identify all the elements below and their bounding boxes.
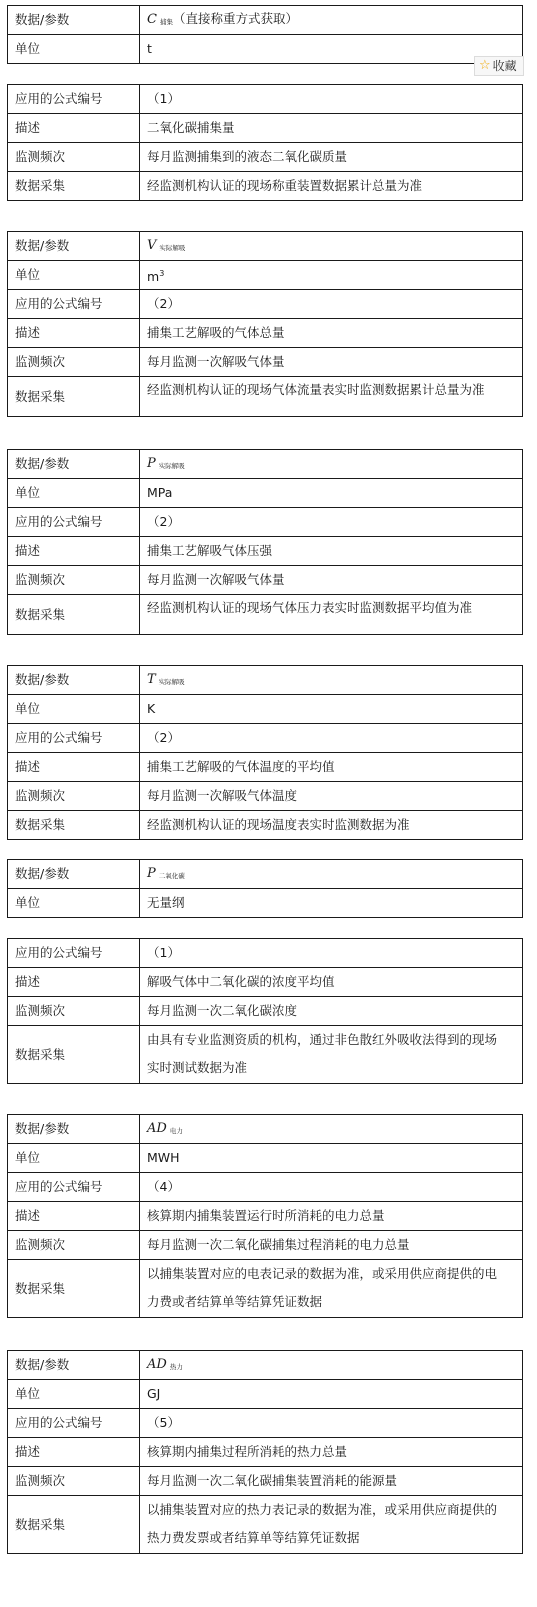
table-row: [8, 479, 523, 508]
row-label: 监测频次: [8, 1467, 140, 1496]
param-table-t-desorb: [7, 665, 523, 840]
table-row: [8, 114, 523, 143]
param-table-p-co2: [7, 859, 523, 918]
row-label: 单位: [8, 35, 140, 64]
param-symbol: AD 电力: [140, 1115, 523, 1144]
favorite-button[interactable]: [474, 56, 524, 76]
formula-number: （4）: [140, 1173, 523, 1202]
description: 解吸气体中二氧化碳的浓度平均值: [140, 968, 523, 997]
table-row: [8, 172, 523, 201]
table-row: [8, 595, 523, 635]
formula-number: （2）: [140, 724, 523, 753]
param-table-c-capture: [7, 5, 523, 64]
table-row: [8, 537, 523, 566]
row-label: 数据采集: [8, 172, 140, 201]
description: 捕集工艺解吸的气体总量: [140, 319, 523, 348]
table-row: [8, 860, 523, 889]
description: 核算期内捕集过程所消耗的热力总量: [140, 1438, 523, 1467]
row-label: 数据采集: [8, 1026, 140, 1084]
formula-number: （1）: [140, 85, 523, 114]
table-row: [8, 1351, 523, 1380]
unit-value: K: [140, 695, 523, 724]
data-collection: 以捕集装置对应的电表记录的数据为准，或采用供应商提供的电 力费或者结算单等结算凭证数据: [140, 1260, 523, 1318]
table-row: [8, 939, 523, 968]
param-table-co2-concentration: [7, 938, 523, 1084]
table-row: [8, 724, 523, 753]
row-label: 数据/参数: [8, 860, 140, 889]
param-symbol: V 实际解吸: [140, 232, 523, 261]
formula-number: （1）: [140, 939, 523, 968]
row-label: 数据/参数: [8, 6, 140, 35]
row-label: 单位: [8, 479, 140, 508]
table-row: [8, 666, 523, 695]
favorite-label: 收藏: [492, 59, 517, 73]
row-label: 应用的公式编号: [8, 85, 140, 114]
star-icon: ☆: [479, 58, 491, 73]
row-label: 描述: [8, 753, 140, 782]
row-label: 单位: [8, 1144, 140, 1173]
table-row: [8, 1115, 523, 1144]
param-symbol: AD 热力: [140, 1351, 523, 1380]
table-row: [8, 1260, 523, 1318]
frequency: 每月监测一次解吸气体量: [140, 348, 523, 377]
unit-value: t: [140, 35, 523, 64]
description: 捕集工艺解吸的气体温度的平均值: [140, 753, 523, 782]
frequency: 每月监测一次二氧化碳浓度: [140, 997, 523, 1026]
row-label: 描述: [8, 319, 140, 348]
row-label: 监测频次: [8, 1231, 140, 1260]
row-label: 监测频次: [8, 782, 140, 811]
table-row: [8, 1202, 523, 1231]
unit-value: MWH: [140, 1144, 523, 1173]
row-label: 数据采集: [8, 811, 140, 840]
table-row: [8, 319, 523, 348]
description: 二氧化碳捕集量: [140, 114, 523, 143]
row-label: 描述: [8, 1438, 140, 1467]
row-label: 描述: [8, 537, 140, 566]
row-label: 数据采集: [8, 1496, 140, 1554]
row-label: 数据/参数: [8, 232, 140, 261]
table-row: [8, 566, 523, 595]
table-row: [8, 811, 523, 840]
table-row: [8, 450, 523, 479]
row-label: 描述: [8, 1202, 140, 1231]
data-collection: 由具有专业监测资质的机构，通过非色散红外吸收法得到的现场 实时测试数据为准: [140, 1026, 523, 1084]
table-row: [8, 1231, 523, 1260]
param-table-capture-amount: [7, 84, 523, 201]
frequency: 每月监测捕集到的液态二氧化碳质量: [140, 143, 523, 172]
row-label: 单位: [8, 889, 140, 918]
data-collection: 经监测机构认证的现场称重装置数据累计总量为准: [140, 172, 523, 201]
table-row: [8, 143, 523, 172]
table-row: [8, 348, 523, 377]
row-label: 监测频次: [8, 566, 140, 595]
formula-number: （2）: [140, 508, 523, 537]
description: 捕集工艺解吸气体压强: [140, 537, 523, 566]
table-row: [8, 695, 523, 724]
description: 核算期内捕集装置运行时所消耗的电力总量: [140, 1202, 523, 1231]
frequency: 每月监测一次二氧化碳捕集过程消耗的电力总量: [140, 1231, 523, 1260]
table-row: [8, 782, 523, 811]
table-row: [8, 1496, 523, 1554]
unit-value: MPa: [140, 479, 523, 508]
row-label: 应用的公式编号: [8, 1173, 140, 1202]
row-label: 单位: [8, 1380, 140, 1409]
data-collection: 以捕集装置对应的热力表记录的数据为准，或采用供应商提供的 热力费发票或者结算单等结算凭证数据: [140, 1496, 523, 1554]
row-label: 监测频次: [8, 348, 140, 377]
param-symbol: P 实际解吸: [140, 450, 523, 479]
row-label: 监测频次: [8, 143, 140, 172]
table-row: [8, 968, 523, 997]
data-collection: 经监测机构认证的现场气体压力表实时监测数据平均值为准: [140, 595, 523, 635]
frequency: 每月监测一次二氧化碳捕集装置消耗的能源量: [140, 1467, 523, 1496]
data-collection: 经监测机构认证的现场温度表实时监测数据为准: [140, 811, 523, 840]
param-table-ad-power: [7, 1114, 523, 1318]
param-symbol: P 二氧化碳: [140, 860, 523, 889]
row-label: 应用的公式编号: [8, 1409, 140, 1438]
row-label: 应用的公式编号: [8, 508, 140, 537]
formula-number: （5）: [140, 1409, 523, 1438]
row-label: 描述: [8, 968, 140, 997]
table-row: [8, 35, 523, 64]
table-row: [8, 232, 523, 261]
row-label: 数据/参数: [8, 450, 140, 479]
table-row: [8, 1409, 523, 1438]
table-row: [8, 1438, 523, 1467]
row-label: 监测频次: [8, 997, 140, 1026]
param-symbol: T 实际解吸: [140, 666, 523, 695]
row-label: 数据采集: [8, 1260, 140, 1318]
table-row: [8, 1173, 523, 1202]
data-collection: 经监测机构认证的现场气体流量表实时监测数据累计总量为准: [140, 377, 523, 417]
row-label: 应用的公式编号: [8, 290, 140, 319]
table-row: [8, 85, 523, 114]
row-label: 描述: [8, 114, 140, 143]
table-row: [8, 6, 523, 35]
row-label: 单位: [8, 261, 140, 290]
frequency: 每月监测一次解吸气体温度: [140, 782, 523, 811]
param-table-p-desorb: [7, 449, 523, 635]
table-row: [8, 1380, 523, 1409]
row-label: 数据采集: [8, 377, 140, 417]
param-table-v-desorb: [7, 231, 523, 417]
unit-value: $m^3$: [140, 261, 523, 290]
table-row: [8, 377, 523, 417]
table-row: [8, 1467, 523, 1496]
table-row: [8, 261, 523, 290]
unit-value: GJ: [140, 1380, 523, 1409]
row-label: 数据/参数: [8, 1351, 140, 1380]
table-row: [8, 508, 523, 537]
row-label: 单位: [8, 695, 140, 724]
unit-value: 无量纲: [140, 889, 523, 918]
row-label: 应用的公式编号: [8, 939, 140, 968]
frequency: 每月监测一次解吸气体量: [140, 566, 523, 595]
row-label: 应用的公式编号: [8, 724, 140, 753]
table-row: [8, 290, 523, 319]
table-row: [8, 1144, 523, 1173]
param-symbol: C 捕集（直接称重方式获取）: [140, 6, 523, 35]
row-label: 数据/参数: [8, 666, 140, 695]
formula-number: （2）: [140, 290, 523, 319]
table-row: [8, 997, 523, 1026]
row-label: 数据采集: [8, 595, 140, 635]
table-row: [8, 1026, 523, 1084]
table-row: [8, 753, 523, 782]
table-row: [8, 889, 523, 918]
row-label: 数据/参数: [8, 1115, 140, 1144]
param-table-ad-heat: [7, 1350, 523, 1554]
